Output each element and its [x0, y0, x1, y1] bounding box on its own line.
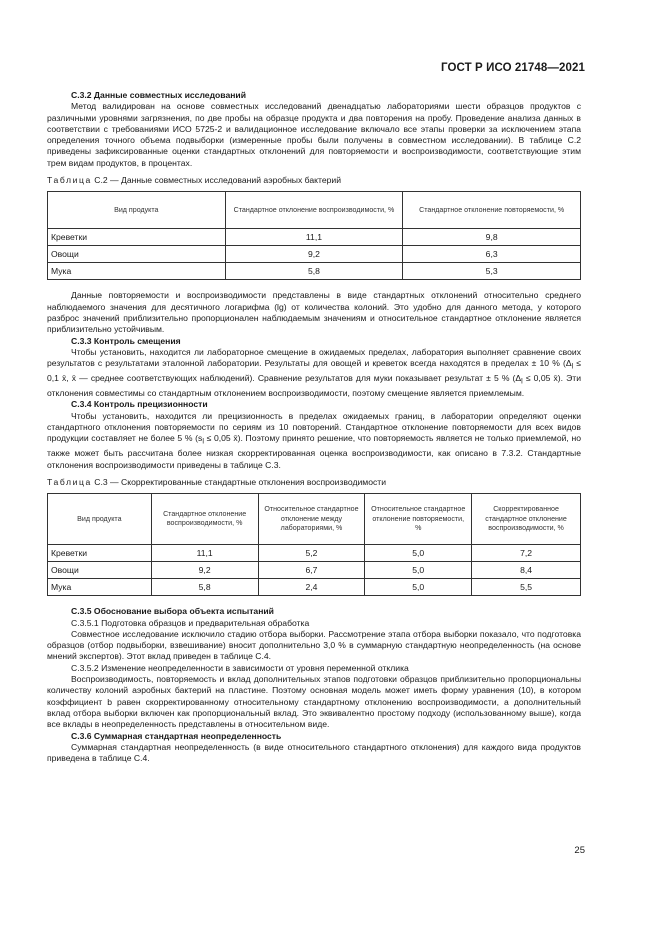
- table-row: [48, 246, 581, 263]
- section-c-3-5-1-text: Совместное исследование исключило стадию отбора выборки. Рассмотрение этапа отбора выборки показало, что подготовка образцов (отбор подвыборки, взвешивание) вносит дополнительно 3,0 % в суммарную стандартную неопределенность (на основе мнений экспертов). Этот вклад приведен в таблице С.4.: [47, 628, 581, 662]
- section-c-3-6-title: С.3.6 Суммарная стандартная неопределенность: [71, 730, 282, 741]
- table-cell: 8,4: [472, 562, 581, 579]
- table-cell: 5,0: [365, 562, 472, 579]
- table-cell: 5,8: [151, 579, 258, 596]
- table-c-3-caption: [47, 477, 581, 488]
- page-number: 25: [574, 845, 585, 856]
- table-c-3: [47, 493, 581, 596]
- document-body: [47, 90, 581, 764]
- section-c-3-4-title: С.3.4 Контроль прецизионности: [71, 399, 208, 410]
- table-cell: 5,0: [365, 545, 472, 562]
- table-caption-text: С.2 — Данные совместных исследований аэробных бактерий: [94, 175, 342, 186]
- table-cell: 9,8: [403, 229, 581, 246]
- section-c-3-4-text: Чтобы установить, находится ли прецизионность в пределах ожидаемых границ, в лаборатории определяют оценки стандартного отклонения повторяемости по сериям из 10 повторений. Стандартное отклонение повторяемости для всех видов продукции составляет не более 5 % ($s_l \le 0,05$ x̄). Поэтому принято решение, что повторяемость является не только приемлемой, но также может быть рассчитана более низкая скорректированная оценка воспроизводимости, как описано в 7.3.2. Стандартные отклонения воспроизводимости приведены в таблице С.3.: [47, 410, 581, 470]
- table-c-2: [47, 191, 581, 280]
- table-header-row: [48, 192, 581, 229]
- section-c-3-2-text: Метод валидирован на основе совместных исследований двенадцатью лабораториями шести образцов продуктов с различными уровнями загрязнения, по две пробы на образце продукта и два повторения на пробу. Проведение анализа данных в соответствии с требованиями ИСО 5725-2 и валидационное исследование включало все этапы проверки за исключением этапа определения точного объема подвыборки (измеренные пробы были получены в совместном исследовании). В таблице С.2 приведены зафиксированные оценки стандартных отклонений для повторяемости и воспроизводимости, соответствующие этим трем видам продуктов, в процентах.: [47, 101, 581, 168]
- table-cell: 11,1: [151, 545, 258, 562]
- column-header: Вид продукта: [48, 192, 226, 229]
- table-row: [48, 545, 581, 562]
- section-c-3-2-title: С.3.2 Данные совместных исследований: [71, 90, 247, 100]
- table-cell: 5,2: [258, 545, 365, 562]
- table-cell: 7,2: [472, 545, 581, 562]
- column-header: Стандартное отклонение воспроизводимости, %: [225, 192, 403, 229]
- table-cell: 5,8: [225, 263, 403, 280]
- column-header: Скорректированное стандартное отклонение воспроизводимости, %: [472, 494, 581, 545]
- column-header: Относительное стандартное отклонение повторяемости, %: [365, 494, 472, 545]
- table-cell: Мука: [48, 579, 152, 596]
- table-cell: 9,2: [151, 562, 258, 579]
- standard-designation: ГОСТ Р ИСО 21748—2021: [440, 62, 585, 74]
- column-header: Относительное стандартное отклонение между лабораториями, %: [258, 494, 365, 545]
- table-cell: Овощи: [48, 246, 226, 263]
- table-cell: 6,7: [258, 562, 365, 579]
- table-cell: Креветки: [48, 229, 226, 246]
- table-cell: 11,1: [225, 229, 403, 246]
- table-cell: 5,0: [365, 579, 472, 596]
- section-c-3-5-title: С.3.5 Обоснование выбора объекта испытаний: [71, 606, 274, 617]
- table-cell: Овощи: [48, 562, 152, 579]
- table-row: [48, 579, 581, 596]
- table-row: [48, 562, 581, 579]
- section-c-3-5-2-title: С.3.5.2 Изменение неопределенности в зависимости от уровня переменной отклика: [71, 662, 409, 673]
- section-c-3-5-1-title: С.3.5.1 Подготовка образцов и предварительная обработка: [71, 617, 310, 628]
- table-caption-text: С.3 — Скорректированные стандартные отклонения воспроизводимости: [94, 476, 387, 487]
- table-row: [48, 263, 581, 280]
- table-row: [48, 229, 581, 246]
- table-cell: 5,3: [403, 263, 581, 280]
- table-cell: 2,4: [258, 579, 365, 596]
- column-header: Вид продукта: [48, 494, 152, 545]
- table-cell: 6,3: [403, 246, 581, 263]
- table-cell: 5,5: [472, 579, 581, 596]
- column-header: Стандартное отклонение повторяемости, %: [403, 192, 581, 229]
- section-c-3-6-text: Суммарная стандартная неопределенность (в виде относительного стандартного отклонения) для каждого вида продуктов приведена в таблице С.4.: [47, 741, 581, 764]
- table-cell: Креветки: [48, 545, 152, 562]
- section-c-3-3-title: С.3.3 Контроль смещения: [71, 335, 181, 346]
- column-header: Стандартное отклонение воспроизводимости, %: [151, 494, 258, 545]
- table-caption-label: Таблица: [47, 175, 92, 186]
- section-c-3-3-text: Чтобы установить, находится ли лабораторное смещение в ожидаемых пределах, лаборатория выполняет сравнение своих результатов с результатами эталонной лаборатории. Результаты для овощей и креветок всегда находятся в пределах ± 10 % ($\Delta_l \le 0,1$ x̄, x̄ — среднее соответствующих наблюдений). Сравнение результатов для муки показывает результат ± 5 % ($\Delta_l \le 0,05$ x̄). Эти отклонения совместимы со стандартным отклонением воспроизводимости, поэтому смещение является приемлемым.: [47, 346, 581, 399]
- table-cell: 9,2: [225, 246, 403, 263]
- table-caption-label: Таблица: [47, 476, 92, 487]
- table-cell: Мука: [48, 263, 226, 280]
- section-c-3-5-2-text: Воспроизводимость, повторяемость и вклад дополнительных этапов подготовки образцов приблизительно пропорциональны количеству колоний аэробных бактерий на пластине. Поэтому основная модель может иметь форму уравнения (10), в котором коэффициент b равен скорректированному относительному стандартному отклонению воспроизводимости, а дополнительный вклад отбора выборки включен как пропорциональный вклад. Это эквивалентно простому подходу (использованному выше), когда все вклады в неопределенность представлены в относительном виде.: [47, 674, 581, 730]
- table-c-2-commentary: Данные повторяемости и воспроизводимости представлены в виде стандартных отклонений относительно среднего наблюдаемого значения для десятичного логарифма (lg) от количества колоний. Это удобно для данного метода, у которого разброс значений приблизительно пропорционален наблюдаемым значениям и относительное стандартное отклонение является приблизительно устойчивым.: [47, 290, 581, 335]
- table-header-row: [48, 494, 581, 545]
- table-c-2-caption: [47, 175, 581, 186]
